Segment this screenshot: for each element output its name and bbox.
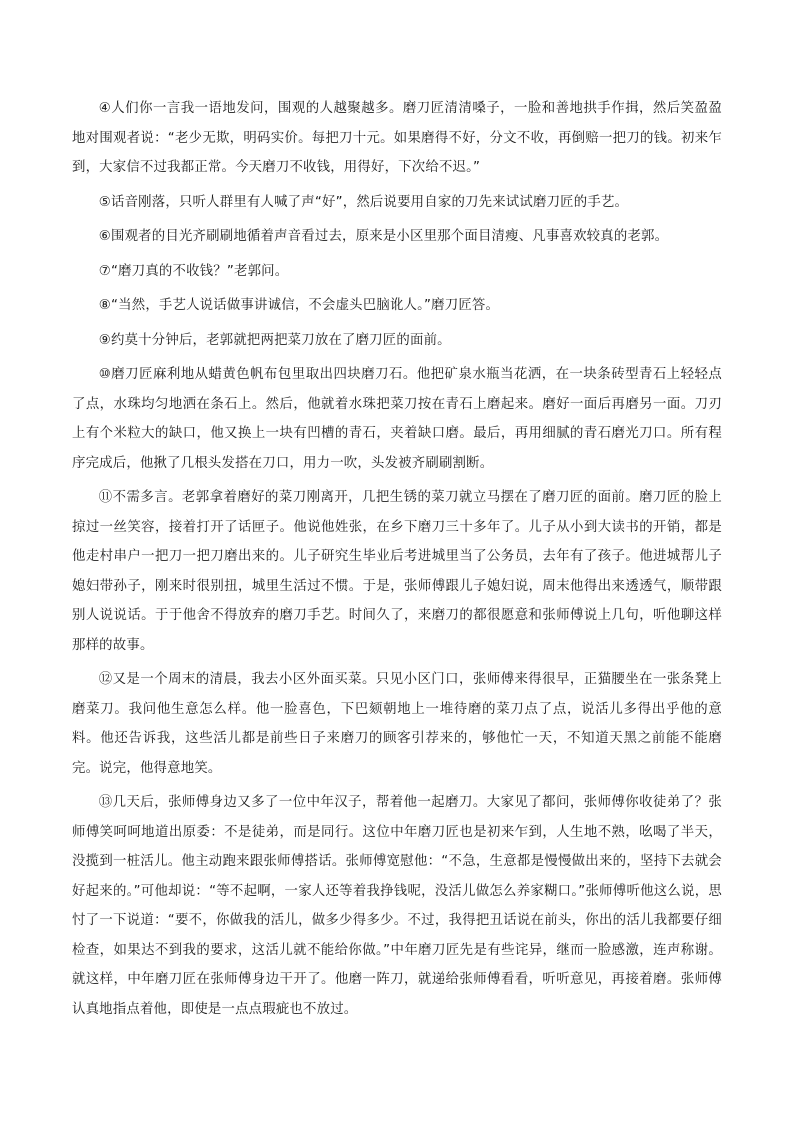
paragraph-8: ⑧“当然，手艺人说话做事讲诚信，不会虚头巴脑讹人。”磨刀匠答。: [98, 298, 500, 313]
paragraph-10: ⑩磨刀匠麻利地从蜡黄色帆布包里取出四块磨刀石。他把矿泉水瓶当花洒，在一块条砖型青石上轻轻点了点，水珠均匀地洒在条石上。然后，他就着水珠把菜刀按在青石上磨起来。磨好一面后再磨另一面。刀刃上有个米粒大的缺口，他又换上一块有凹槽的青石，夹着缺口磨。最后，再用细腻的青石磨光刀口。所有程序完成后，他揪了几根头发搭在刀口，用力一吹，头发被齐刷刷割断。: [72, 367, 722, 471]
document-body: [72, 94, 722, 1029]
paragraph-9: ⑨约莫十分钟后，老郭就把两把菜刀放在了磨刀匠的面前。: [98, 332, 451, 348]
paragraph-11: ⑪不需多言。老郭拿着磨好的菜刀刚离开，几把生锈的菜刀就立马摆在了磨刀匠的面前。磨刀匠的脸上掠过一丝笑容，接着打开了话匣子。他说他姓张，在乡下磨刀三十多年了。儿子从小到大读书的开销，都是他走村串户一把刀一把刀磨出来的。儿子研究生毕业后考进城里当了公务员，去年有了孩子。他进城帮儿子媳妇带孙子，刚来时很别扭，城里生活过不惯。于是，张师傅跟儿子媳妇说，周末他得出来透透气，顺带跟别人说说话。于于他舍不得放弃的磨刀手艺。时间久了，来磨刀的都很愿意和张师傅说上几句，听他聊这样那样的故事。: [72, 490, 722, 653]
paragraph-13: ⑬几天后，张师傅身边又多了一位中年汉子，帮着他一起磨刀。大家见了都问，张师傅你收徒弟了？张师傅笑呵呵地道出原委：不是徒弟，而是同行。这位中年磨刀匠也是初来乍到，人生地不熟，吆喝了半天，没揽到一桩活儿。他主动跑来跟张师傅搭话。张师傅宽慰他：“不急，生意都是慢慢做出来的，坚持下去就会好起来的。”可他却说：“等不起啊，一家人还等着我挣钱呢，没活儿做怎么养家糊口。”张师傅听他这么说，思忖了一下说道：“要不，你做我的活儿，做多少得多少。不过，我得把丑话说在前头，你出的活儿我都要仔细检查，如果达不到我的要求，这活儿就不能给你做。”中年磨刀匠先是有些诧异，继而一脸感激，连声称谢。就这样，中年磨刀匠在张师傅身边干开了。他磨一阵刀，就递给张师傅看看，听听意见，再接着磨。张师傅认真地指点着他，即使是一点点瑕疵也不放过。: [72, 795, 722, 1017]
paragraph-7: ⑦“磨刀真的不收钱？”老郭问。: [98, 263, 289, 279]
paragraph-5: ⑤话音刚落，只听人群里有人喊了声“好”，然后说要用自家的刀先来试试磨刀匠的手艺。: [98, 194, 629, 210]
paragraph-6: ⑥围观者的目光齐刷刷地循着声音看过去，原来是小区里那个面目清瘦、凡事喜欢较真的老郭。: [98, 229, 669, 244]
paragraph-12: ⑫又是一个周末的清晨，我去小区外面买菜。只见小区门口，张师傅来得很早，正猫腰坐在一张条凳上磨菜刀。我问他生意怎么样。他一脸喜色，下巴颏朝地上一堆待磨的菜刀点了点，说活儿多得出乎他的意料。他还告诉我，这些活儿都是前些日子来磨刀的顾客引荐来的，够他忙一天，不知道天黑之前能不能磨完。说完，他得意地笑。: [72, 672, 722, 776]
paragraph-4: ④人们你一言我一语地发问，围观的人越聚越多。磨刀匠清清嗓子，一脸和善地拱手作揖，然后笑盈盈地对围观者说：“老少无欺，明码实价。每把刀十元。如果磨得不好，分文不收，再倒赔一把刀的钱。初来乍到，大家信不过我都正常。今天磨刀不收钱，用得好，下次给不迟。”: [72, 101, 722, 175]
